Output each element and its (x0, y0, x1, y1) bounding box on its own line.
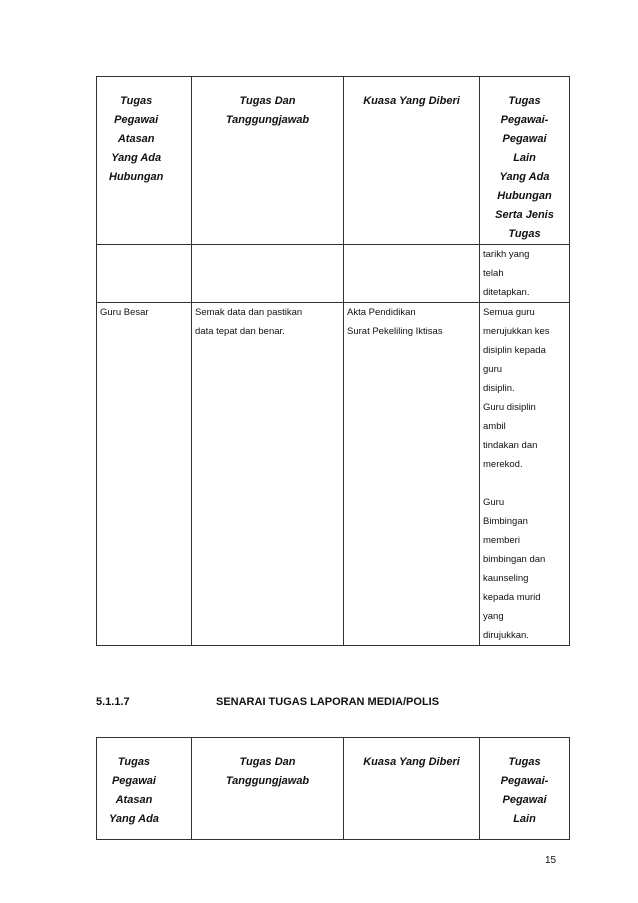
text-line: kepada murid (483, 592, 541, 603)
text-line: data tepat dan benar. (195, 326, 285, 337)
text-line: Surat Pekeliling Iktisas (347, 326, 443, 337)
text-line: Semua guru (483, 307, 535, 318)
text-line: ambil (483, 421, 506, 432)
header-other-officers (480, 738, 570, 840)
text-line: Hubungan (497, 190, 552, 202)
text-line: Pegawai (502, 133, 547, 145)
text-line: Tugas (508, 756, 541, 768)
text-line: Tanggungjawab (225, 775, 310, 787)
text-line: disiplin kepada (483, 345, 546, 356)
text-line: Serta Jenis (495, 209, 554, 221)
text-line: Hubungan (109, 171, 164, 183)
text-line: Pegawai- (500, 775, 549, 787)
text-line: Guru Besar (100, 307, 149, 318)
text-line: Atasan (115, 794, 153, 806)
text-line: Tanggungjawab (225, 114, 310, 126)
text-line: Guru (483, 497, 505, 508)
text-line: Akta Pendidikan (347, 307, 416, 318)
text-line: Lain (513, 152, 536, 164)
text-line: yang (483, 611, 504, 622)
text-line: Kuasa Yang Diberi (363, 95, 460, 107)
text-line: Tugas (120, 95, 153, 107)
text-line: Tugas (117, 756, 151, 768)
header-duties-responsibilities (192, 738, 344, 840)
text-line: dirujukkan. (483, 630, 529, 641)
header-officer-above (97, 77, 192, 245)
text-line: Tugas (508, 228, 541, 240)
text-line: Lain (513, 813, 536, 825)
text-line: Pegawai (111, 775, 156, 787)
text-line: kaunseling (483, 573, 529, 584)
continuation-cell (480, 245, 570, 303)
text-line: tindakan dan (483, 440, 538, 451)
header-other-officers (480, 77, 570, 245)
text-line: Bimbingan (483, 516, 528, 527)
other-officers-cell (480, 303, 570, 646)
empty-cell (344, 245, 480, 303)
empty-cell (97, 245, 192, 303)
text-line: Pegawai (114, 114, 159, 126)
duties-table-2 (96, 737, 570, 840)
text-line: Pegawai (502, 794, 547, 806)
text-line: bimbingan dan (483, 554, 546, 565)
text-line: Yang Ada (499, 171, 550, 183)
text-line: guru (483, 364, 503, 375)
duties-cell (192, 303, 344, 646)
text-line: merujukkan kes (483, 326, 550, 337)
text-line: merekod. (483, 459, 523, 470)
table-row (97, 245, 570, 303)
table-header-row (97, 77, 570, 245)
text-line: memberi (483, 535, 520, 546)
header-duties-responsibilities (192, 77, 344, 245)
text-line: Tugas Dan (239, 95, 296, 107)
text-line: ditetapkan. (483, 287, 530, 298)
text-line: Tugas Dan (239, 756, 296, 768)
empty-cell (192, 245, 344, 303)
text-line: Atasan (117, 133, 155, 145)
text-line: Yang Ada (109, 813, 159, 825)
authority-cell (344, 303, 480, 646)
header-authority-given (344, 738, 480, 840)
duties-table (96, 76, 570, 646)
text-line: Tugas (508, 95, 541, 107)
page-number: 15 (545, 855, 557, 866)
table-header-row (97, 738, 570, 840)
section-number: 5.1.1.7 (96, 696, 130, 708)
header-authority-given (344, 77, 480, 245)
blank-line (483, 474, 566, 493)
officer-cell (97, 303, 192, 646)
text-line: telah (483, 268, 504, 279)
text-line: Kuasa Yang Diberi (363, 756, 460, 768)
text-line: Guru disiplin (483, 402, 536, 413)
table-row (97, 303, 570, 646)
text-line: Yang Ada (111, 152, 162, 164)
text-line: tarikh yang (483, 249, 530, 260)
text-line: Semak data dan pastikan (195, 307, 303, 318)
header-officer-above (97, 738, 192, 840)
section-title: SENARAI TUGAS LAPORAN MEDIA/POLIS (216, 696, 440, 708)
text-line: disiplin. (483, 383, 515, 394)
text-line: Pegawai- (500, 114, 549, 126)
